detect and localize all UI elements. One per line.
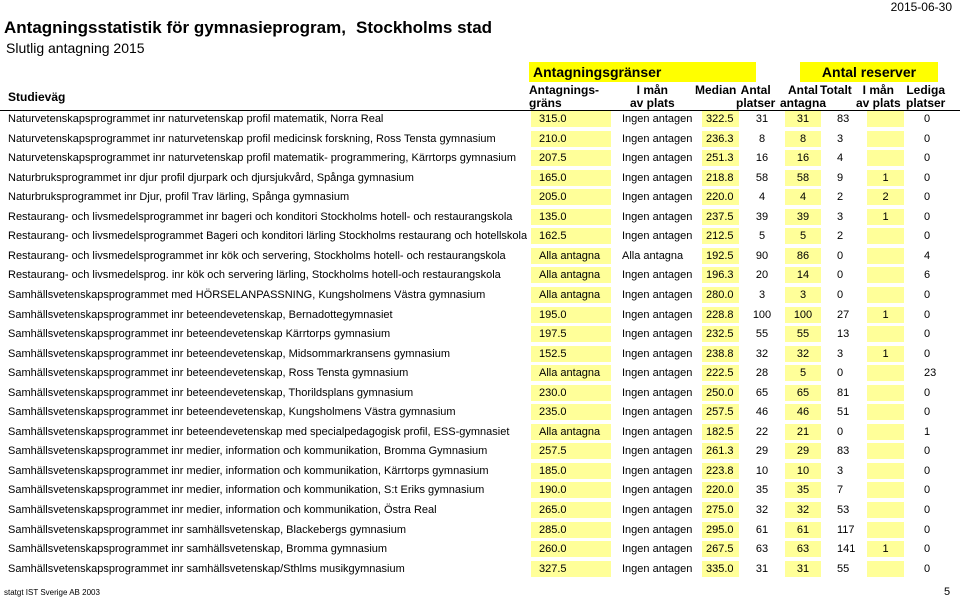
row-reserver-iman [867,365,904,381]
row-median: 222.5 [702,365,739,381]
row-reserver-totalt: 3 [837,347,844,360]
row-antal-antagna: 29 [785,443,821,459]
row-median: 228.8 [702,307,739,323]
row-lediga-platser: 0 [924,464,931,477]
row-iman: Ingen antagen [616,228,698,244]
row-reserver-totalt: 51 [837,406,850,419]
row-reserver-totalt: 3 [837,210,844,223]
row-iman: Ingen antagen [616,287,698,303]
row-studievag: Naturvetenskapsprogrammet inr naturvetenskap profil matematik- programmering, Kärrtorps gymnasium [8,152,517,165]
row-iman: Ingen antagen [616,111,698,127]
row-reserver-iman [867,385,904,401]
row-reserver-totalt: 3 [837,464,844,477]
row-reserver-totalt: 81 [837,386,850,399]
row-median: 232.5 [702,326,739,342]
table-row [0,482,960,499]
table-row [0,463,960,480]
row-studievag: Naturbruksprogrammet inr djur profil djurpark och djursjukvård, Spånga gymnasium [8,171,414,184]
row-antagningsgrans: 235.0 [531,404,611,420]
row-iman: Ingen antagen [616,424,698,440]
row-reserver-iman [867,502,904,518]
row-iman: Ingen antagen [616,463,698,479]
row-median: 237.5 [702,209,739,225]
row-lediga-platser: 0 [924,386,931,399]
row-iman: Ingen antagen [616,150,698,166]
row-antal-antagna: 100 [785,307,821,323]
row-studievag: Samhällsvetenskapsprogrammet inr beteendevetenskap, Thorildsplans gymnasium [8,386,414,399]
row-lediga-platser: 0 [924,504,931,516]
row-antal-antagna: 46 [785,404,821,420]
row-reserver-iman [867,111,904,127]
table-row [0,561,960,578]
row-lediga-platser: 0 [924,406,931,419]
row-antal-antagna: 55 [785,326,821,342]
row-iman: Ingen antagen [616,131,698,147]
table-row [0,404,960,421]
row-reserver-iman [867,482,904,498]
row-antagningsgrans: 210.0 [531,131,611,147]
row-antal-antagna: 4 [785,189,821,205]
row-antal-antagna: 5 [785,228,821,244]
row-antal-platser: 46 [755,406,769,419]
row-lediga-platser: 0 [924,328,931,341]
row-lediga-platser: 0 [924,152,931,165]
row-antal-platser: 39 [755,210,769,223]
row-antal-antagna: 31 [785,561,821,577]
row-median: 220.0 [702,189,739,205]
table-row [0,541,960,558]
row-studievag: Samhällsvetenskapsprogrammet inr beteendevetenskap Kärrtorps gymnasium [8,328,391,341]
column-header-antal-antagna: Antal antagna [780,83,827,110]
table-row [0,228,960,245]
row-antal-platser: 28 [755,367,769,380]
row-antagningsgrans: Alla antagna [531,365,611,381]
row-antal-platser: 90 [755,249,769,262]
row-antagningsgrans: Alla antagna [531,424,611,440]
row-antal-platser: 63 [755,543,769,556]
row-antagningsgrans: 207.5 [531,150,611,166]
row-studievag: Restaurang- och livsmedelsprog. inr kök och servering lärling, Stockholms hotell-och restaurangskola [8,269,501,282]
row-antal-antagna: 32 [785,346,821,362]
row-median: 295.0 [702,522,739,538]
row-iman: Ingen antagen [616,209,698,225]
table-row [0,443,960,460]
column-header-totalt: Totalt [820,83,852,97]
table-row [0,111,960,128]
column-header-antal-platser: Antal platser [736,83,776,110]
table-row [0,385,960,402]
row-antal-antagna: 65 [785,385,821,401]
row-median: 220.0 [702,482,739,498]
row-antagningsgrans: 197.5 [531,326,611,342]
row-antagningsgrans: 285.0 [531,522,611,538]
row-reserver-totalt: 0 [837,249,844,262]
column-header-iman: I mån av plats [630,83,675,110]
row-reserver-iman [867,228,904,244]
row-median: 275.0 [702,502,739,518]
row-antagningsgrans: 260.0 [531,541,611,557]
row-studievag: Samhällsvetenskapsprogrammet inr medier, information och kommunikation, Kärrtorps gymnasium [8,464,489,477]
footer-source: statgt IST Sverige AB 2003 [4,588,100,597]
row-studievag: Restaurang- och livsmedelsprogrammet Bageri och konditori lärling Stockholms restaurang och hotellskola [8,230,527,243]
table-row [0,209,960,226]
row-antal-antagna: 16 [785,150,821,166]
row-lediga-platser: 0 [924,132,931,145]
row-studievag: Samhällsvetenskapsprogrammet med HÖRSELANPASSNING, Kungsholmens Västra gymnasium [8,288,486,301]
row-reserver-iman [867,463,904,479]
row-studievag: Samhällsvetenskapsprogrammet inr samhällsvetenskap/Sthlms musikgymnasium [8,562,405,575]
row-reserver-totalt: 141 [837,543,856,556]
row-median: 238.8 [702,346,739,362]
row-median: 251.3 [702,150,739,166]
row-antagningsgrans: 190.0 [531,482,611,498]
row-reserver-totalt: 4 [837,152,844,165]
row-antal-antagna: 5 [785,365,821,381]
row-iman: Ingen antagen [616,346,698,362]
row-iman: Ingen antagen [616,267,698,283]
table-row [0,522,960,539]
row-lediga-platser: 4 [924,249,931,262]
row-antal-platser: 29 [755,445,769,458]
row-reserver-iman [867,404,904,420]
row-antal-antagna: 8 [785,131,821,147]
row-median: 196.3 [702,267,739,283]
row-studievag: Samhällsvetenskapsprogrammet inr medier, information och kommunikation, Östra Real [8,504,437,516]
page-number: 5 [944,586,951,598]
table-row [0,189,960,206]
table-row [0,131,960,148]
row-antal-platser: 65 [755,386,769,399]
row-reserver-iman [867,150,904,166]
table-row [0,502,960,519]
row-antal-platser: 55 [755,328,769,341]
row-antagningsgrans: 195.0 [531,307,611,323]
row-studievag: Samhällsvetenskapsprogrammet inr medier, information och kommunikation, S:t Eriks gymnasium [8,484,485,497]
row-lediga-platser: 0 [924,445,931,458]
row-median: 267.5 [702,541,739,557]
row-antal-platser: 10 [755,464,769,477]
row-antagningsgrans: 265.0 [531,502,611,518]
row-antal-platser: 16 [755,152,769,165]
table-row [0,307,960,324]
table-row [0,170,960,187]
table-row [0,267,960,284]
row-reserver-totalt: 27 [837,308,850,321]
row-lediga-platser: 0 [924,308,931,321]
row-reserver-totalt: 2 [837,230,844,243]
row-iman: Ingen antagen [616,541,698,557]
row-studievag: Samhällsvetenskapsprogrammet inr beteendevetenskap, Kungsholmens Västra gymnasium [8,406,456,419]
row-median: 261.3 [702,443,739,459]
row-median: 257.5 [702,404,739,420]
row-antal-antagna: 61 [785,522,821,538]
row-antal-platser: 32 [755,504,769,516]
row-reserver-totalt: 55 [837,562,850,575]
row-antal-antagna: 63 [785,541,821,557]
table-row [0,346,960,363]
row-iman: Ingen antagen [616,482,698,498]
row-lediga-platser: 0 [924,288,931,301]
row-lediga-platser: 0 [924,171,931,184]
row-antagningsgrans: 162.5 [531,228,611,244]
row-lediga-platser: 0 [924,543,931,556]
row-reserver-iman [867,522,904,538]
row-antal-platser: 31 [755,562,769,575]
city-title: Stockholms stad [356,18,493,37]
row-antal-platser: 32 [755,347,769,360]
row-antagningsgrans: 257.5 [531,443,611,459]
row-antagningsgrans: 185.0 [531,463,611,479]
column-header-median: Median [695,83,737,97]
row-reserver-totalt: 0 [837,367,844,380]
row-antal-platser: 61 [755,523,769,536]
column-header-lediga-platser: Lediga platser [906,83,946,110]
row-reserver-totalt: 3 [837,132,844,145]
row-studievag: Samhällsvetenskapsprogrammet inr beteendevetenskap, Midsommarkransens gymnasium [8,347,451,360]
table-row [0,424,960,441]
row-reserver-totalt: 7 [837,484,844,497]
group-header-limits: Antagningsgränser [529,62,756,82]
row-lediga-platser: 0 [924,230,931,243]
row-antal-platser: 4 [758,191,766,204]
row-antal-platser: 20 [755,269,769,282]
row-median: 322.5 [702,111,739,127]
row-median: 335.0 [702,561,739,577]
row-antal-antagna: 21 [785,424,821,440]
row-antagningsgrans: 230.0 [531,385,611,401]
row-antagningsgrans: 205.0 [531,189,611,205]
row-antal-antagna: 86 [785,248,821,264]
row-studievag: Naturbruksprogrammet inr Djur, profil Trav lärling, Spånga gymnasium [8,191,350,204]
row-studievag: Restaurang- och livsmedelsprogrammet inr kök och servering, Stockholms hotell- och restaurangskola [8,249,506,262]
row-reserver-iman [867,561,904,577]
row-iman: Ingen antagen [616,561,698,577]
row-lediga-platser: 1 [924,425,931,438]
row-reserver-totalt: 83 [837,113,850,125]
row-median: 192.5 [702,248,739,264]
row-studievag: Samhällsvetenskapsprogrammet inr samhällsvetenskap, Bromma gymnasium [8,543,388,556]
row-reserver-iman [867,287,904,303]
row-studievag: Naturvetenskapsprogrammet inr naturvetenskap profil matematik, Norra Real [8,113,384,125]
row-antal-antagna: 10 [785,463,821,479]
row-antagningsgrans: Alla antagna [531,287,611,303]
row-iman: Ingen antagen [616,443,698,459]
row-studievag: Samhällsvetenskapsprogrammet inr beteendevetenskap, Bernadottegymnasiet [8,308,393,321]
row-reserver-totalt: 0 [837,288,844,301]
row-studievag: Samhällsvetenskapsprogrammet inr samhällsvetenskap, Blackebergs gymnasium [8,523,407,536]
row-reserver-totalt: 0 [837,425,844,438]
row-median: 182.5 [702,424,739,440]
row-reserver-iman [867,131,904,147]
row-reserver-totalt: 13 [837,328,850,341]
table-row [0,326,960,343]
row-studievag: Samhällsvetenskapsprogrammet inr beteendevetenskap, Ross Tensta gymnasium [8,367,409,380]
page-title: Antagningsstatistik för gymnasieprogram, [4,18,346,37]
row-reserver-iman: 1 [867,170,904,186]
row-antal-platser: 58 [755,171,769,184]
row-iman: Ingen antagen [616,307,698,323]
row-studievag: Restaurang- och livsmedelsprogrammet inr bageri och konditori Stockholms hotell- och restaurangskola [8,210,513,223]
row-lediga-platser: 0 [924,210,931,223]
row-median: 250.0 [702,385,739,401]
row-reserver-iman: 2 [867,189,904,205]
table-row [0,248,960,265]
row-studievag: Samhällsvetenskapsprogrammet inr medier, information och kommunikation, Bromma Gymnasium [8,445,488,458]
row-antagningsgrans: 135.0 [531,209,611,225]
table-row [0,150,960,167]
row-lediga-platser: 6 [924,269,931,282]
row-antagningsgrans: Alla antagna [531,267,611,283]
row-antal-antagna: 3 [785,287,821,303]
row-reserver-iman [867,424,904,440]
row-antal-antagna: 35 [785,482,821,498]
row-iman: Alla antagna [616,248,698,264]
row-antal-platser: 31 [755,113,769,125]
row-median: 223.8 [702,463,739,479]
row-antal-platser: 5 [758,230,766,243]
row-iman: Ingen antagen [616,170,698,186]
table-row [0,365,960,382]
column-header-reserver-iman: I mån av plats [856,83,901,110]
row-median: 218.8 [702,170,739,186]
row-antal-platser: 100 [752,308,772,321]
row-iman: Ingen antagen [616,326,698,342]
row-iman: Ingen antagen [616,522,698,538]
row-antal-antagna: 39 [785,209,821,225]
row-reserver-iman [867,326,904,342]
row-antal-platser: 35 [755,484,769,497]
row-iman: Ingen antagen [616,502,698,518]
row-reserver-totalt: 2 [837,191,844,204]
row-iman: Ingen antagen [616,365,698,381]
row-studievag: Samhällsvetenskapsprogrammet inr beteendevetenskap med specialpedagogisk profil, ESS-gymnasiet [8,425,510,438]
row-iman: Ingen antagen [616,385,698,401]
row-reserver-totalt: 83 [837,445,850,458]
row-antal-antagna: 14 [785,267,821,283]
row-reserver-iman [867,443,904,459]
row-reserver-iman: 1 [867,209,904,225]
row-antal-platser: 22 [755,425,769,438]
row-reserver-iman [867,267,904,283]
row-lediga-platser: 0 [924,562,931,575]
row-antal-platser: 3 [758,288,766,301]
row-reserver-iman: 1 [867,541,904,557]
row-median: 236.3 [702,131,739,147]
row-antagningsgrans: 327.5 [531,561,611,577]
page-subtitle: Slutlig antagning 2015 [6,40,145,56]
row-antal-antagna: 32 [785,502,821,518]
column-header-studievag: Studieväg [8,90,66,104]
column-header-antagningsgrans: Antagnings- gräns [529,83,599,110]
row-lediga-platser: 0 [924,523,931,536]
row-antal-antagna: 31 [785,111,821,127]
report-date: 2015-06-30 [890,0,952,14]
row-median: 280.0 [702,287,739,303]
row-antagningsgrans: Alla antagna [531,248,611,264]
row-lediga-platser: 0 [924,113,931,125]
row-antagningsgrans: 315.0 [531,111,611,127]
row-reserver-totalt: 9 [837,171,844,184]
row-reserver-iman: 1 [867,307,904,323]
row-studievag: Naturvetenskapsprogrammet inr naturvetenskap profil medicinsk forskning, Ross Tensta gymnasium [8,132,496,145]
row-reserver-totalt: 0 [837,269,844,282]
row-iman: Ingen antagen [616,189,698,205]
row-lediga-platser: 0 [924,191,931,204]
group-header-reserves: Antal reserver [800,62,938,82]
row-antal-antagna: 58 [785,170,821,186]
row-lediga-platser: 0 [924,484,931,497]
row-reserver-totalt: 117 [837,523,855,536]
row-lediga-platser: 0 [924,347,931,360]
row-antagningsgrans: 165.0 [531,170,611,186]
row-antagningsgrans: 152.5 [531,346,611,362]
row-antal-platser: 8 [758,132,766,145]
row-lediga-platser: 23 [924,367,937,380]
row-iman: Ingen antagen [616,404,698,420]
table-row [0,287,960,304]
row-reserver-iman: 1 [867,346,904,362]
row-median: 212.5 [702,228,739,244]
row-reserver-totalt: 53 [837,504,850,516]
row-reserver-iman [867,248,904,264]
